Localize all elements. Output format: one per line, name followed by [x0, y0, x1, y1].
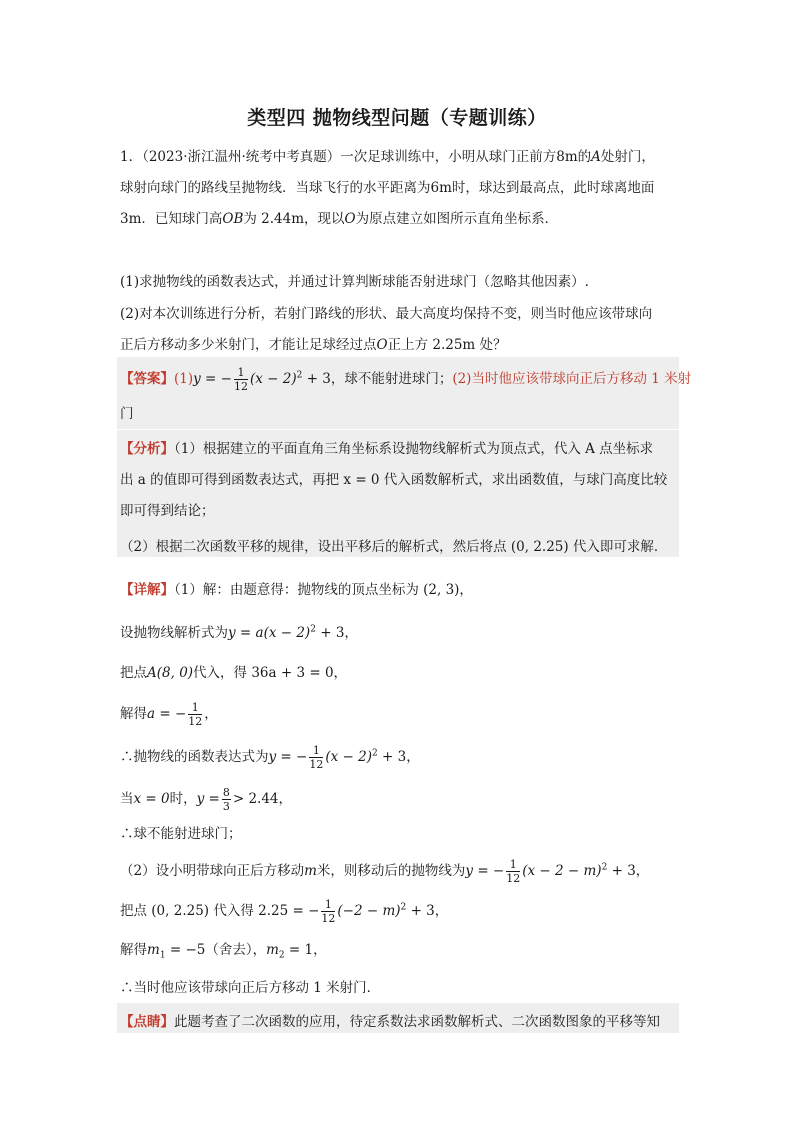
- answer-part-1: (1): [174, 371, 194, 387]
- answer-equation: y = −: [193, 371, 232, 387]
- question-1: (1)求抛物线的函数表达式，并通过计算判断球能否射进球门（忽略其他因素）.: [120, 274, 589, 290]
- problem-text: 正后方移动多少米射门，才能让足球经过点: [120, 337, 377, 353]
- analysis-line-4: （2）根据二次函数平移的规律，设出平移后的解析式，然后将点 (0, 2.25) 代入即可求解．: [120, 539, 668, 555]
- fraction: $\frac{8}{3}$: [222, 786, 230, 813]
- answer-part-2: (2)当时他应该带球向正后方移动 1 米射: [452, 371, 692, 387]
- detail-tag: 【详解】: [120, 582, 174, 598]
- question-2-line-2: [120, 333, 680, 353]
- origin-label: O: [344, 211, 356, 227]
- detail-line-8: （2）设小明带球向正后方移动m米，则移动后的抛物线为y = − $\frac{1}{12}$ $(x - 2 - m)^2 + 3$，: [120, 858, 650, 885]
- problem-line-3: [120, 207, 680, 227]
- detail-line-11: ∴当时他应该带球向正后方移动 1 米射门．: [120, 980, 381, 996]
- problem-text: 为 2.44m，现以: [243, 211, 345, 227]
- detail-line-3: 把点A(8, 0)代入，得 36a + 3 = 0，: [120, 665, 348, 681]
- detail-line-5: ∴抛物线的函数表达式为y = − $\frac{1}{12}$ $(x - 2)^2 + 3$，: [120, 744, 420, 771]
- detail-line-6: 当x = 0时，y = $\frac{8}{3}$ > 2.44，: [120, 786, 293, 813]
- ob-label: OB: [222, 211, 244, 227]
- problem-text: 3m．已知球门高: [120, 211, 223, 227]
- problem-line-2: 球射向球门的路线呈抛物线．当球飞行的水平距离为6m时，球达到最高点，此时球离地面: [120, 180, 655, 196]
- answer-tag: 【答案】: [120, 371, 174, 387]
- answer-line-2: 门: [120, 406, 134, 422]
- problem-text: 1．（2023·浙江温州·统考中考真题）一次足球训练中，小明从球门正前方8m的: [120, 149, 592, 165]
- answer-line-1: 【答案】(1)y = − $\frac{1}{12}$ $(x - 2)^2 + 3$，球不能射进球门；(2)当时他应该带球向正后方移动 1 米射: [120, 366, 692, 393]
- point-a-label: A: [591, 149, 601, 165]
- detail-line-10: 解得$m_1 = -5$（舍去），$m_2 = 1$，: [120, 942, 327, 961]
- question-2-line-1: (2)对本次训练进行分析，若射门路线的形状、最大高度均保持不变，则当时他应该带球向: [120, 306, 653, 322]
- analysis-tag: 【分析】: [120, 441, 174, 457]
- problem-text: 处射门，: [600, 149, 655, 165]
- page-title: 类型四 抛物线型问题（专题训练）: [247, 107, 547, 129]
- fraction: $\frac{1}{12}$: [321, 898, 336, 925]
- analysis-line-1: 【分析】（1）根据建立的平面直角三角坐标系设抛物线解析式为顶点式，代入 A 点坐标求: [120, 441, 654, 457]
- detail-line-7: ∴球不能射进球门；: [120, 826, 242, 842]
- comment-line-1: 【点睛】此题考查了二次函数的应用，待定系数法求函数解析式、二次函数图象的平移等知: [120, 1014, 660, 1030]
- fraction: $\frac{1}{12}$: [233, 366, 248, 393]
- fraction: $\frac{1}{12}$: [188, 701, 203, 728]
- detail-line-2: 设抛物线解析式为$y = a(x - 2)^2 + 3$，: [120, 624, 358, 641]
- fraction: $\frac{1}{12}$: [506, 858, 521, 885]
- detail-line-4: 解得a = − $\frac{1}{12}$ ，: [120, 701, 218, 728]
- origin-label: O: [376, 337, 388, 353]
- detail-line-9: 把点 (0, 2.25) 代入得 2.25 = − $\frac{1}{12}$ $(-2 - m)^2 + 3$，: [120, 898, 449, 925]
- analysis-line-3: 即可得到结论；: [120, 503, 215, 519]
- analysis-line-2: 出 a 的值即可得到函数表达式，再把 x = 0 代入函数解析式，求出函数值，与球门高度比较: [120, 472, 668, 488]
- problem-text: 正上方 2.25m 处？: [387, 337, 507, 353]
- problem-line-1: [120, 145, 680, 165]
- comment-tag: 【点睛】: [120, 1014, 174, 1030]
- fraction: $\frac{1}{12}$: [309, 744, 324, 771]
- problem-text: 为原点建立如图所示直角坐标系．: [355, 211, 559, 227]
- detail-line-1: 【详解】（1）解：由题意得：抛物线的顶点坐标为 (2, 3)，: [120, 582, 473, 598]
